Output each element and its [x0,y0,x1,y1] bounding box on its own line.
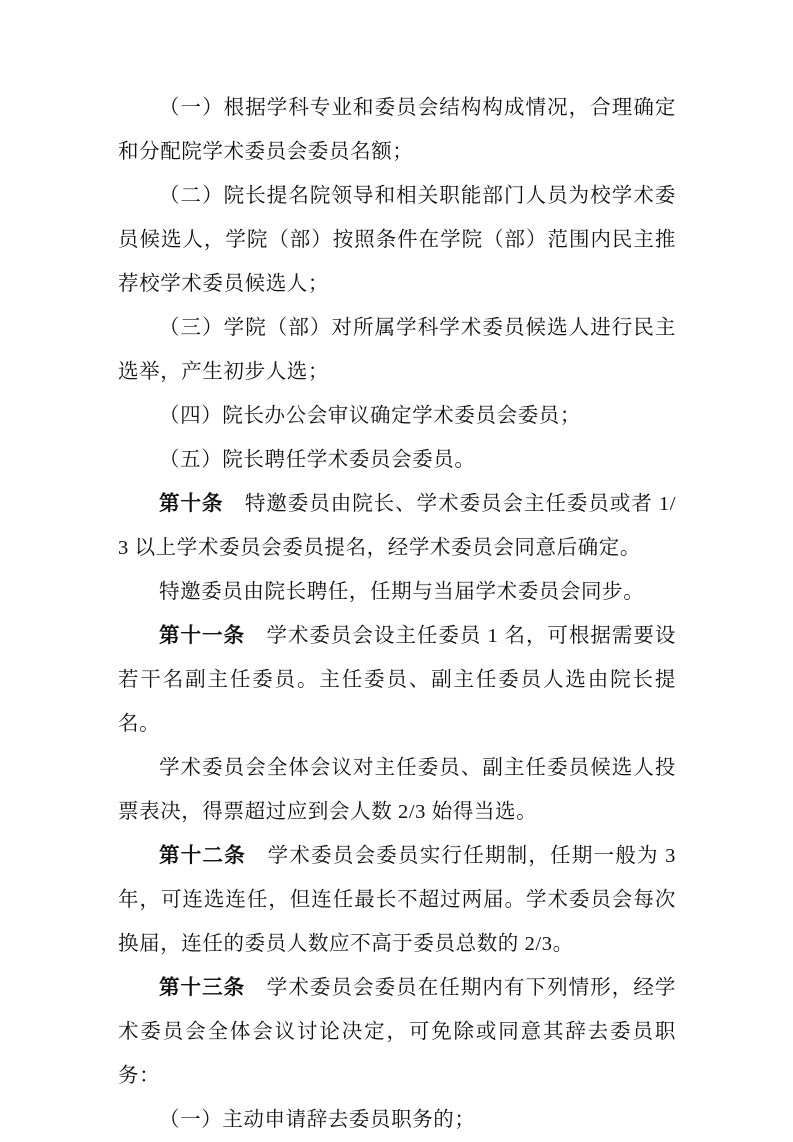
paragraph-text: （一）主动申请辞去委员职务的； [159,1109,476,1131]
paragraph-text: 特邀委员由院长聘任，任期与当届学术委员会同步。 [159,581,645,603]
paragraph-article-10 [118,482,676,570]
paragraph-article-12 [118,834,676,966]
article-label: 第十三条 [159,977,246,999]
paragraph-item-13-1 [118,1098,676,1142]
paragraph-text: 学术委员会委员实行任期制，任期一般为 3 年，可连选连任，但连任最长不超过两届。学术委员会每次换届，连任的委员人数应不高于委员总数的 2/3。 [118,845,676,955]
article-label: 第十二条 [159,845,246,867]
paragraph-text: （二）院长提名院领导和相关职能部门人员为校学术委员候选人，学院（部）按照条件在学院（部）范围内民主推荐校学术委员候选人； [118,185,676,295]
paragraph-article-13 [118,966,676,1098]
article-label: 第十条 [159,493,224,515]
paragraph-item-3 [118,306,676,394]
paragraph-text: （三）学院（部）对所属学科学术委员候选人进行民主选举，产生初步人选； [118,317,676,383]
paragraph-item-5 [118,438,676,482]
paragraph-text: 学术委员会全体会议对主任委员、副主任委员候选人投票表决，得票超过应到会人数 2/3 始得当选。 [118,757,676,823]
paragraph-text: （五）院长聘任学术委员会委员。 [159,449,476,471]
document-body [118,86,676,1142]
paragraph-text: 学术委员会委员在任期内有下列情形，经学术委员会全体会议讨论决定，可免除或同意其辞去委员职务： [118,977,676,1087]
paragraph-text: （一）根据学科专业和委员会结构构成情况，合理确定和分配院学术委员会委员名额； [118,97,676,163]
paragraph-item-1 [118,86,676,174]
paragraph-text: 特邀委员由院长、学术委员会主任委员或者 1/3 以上学术委员会委员提名，经学术委员会同意后确定。 [118,493,676,559]
paragraph-text: （四）院长办公会审议确定学术委员会委员； [159,405,581,427]
paragraph-article-10-continued [118,570,676,614]
paragraph-item-2 [118,174,676,306]
paragraph-item-4 [118,394,676,438]
paragraph-article-11 [118,614,676,746]
paragraph-text: 学术委员会设主任委员 1 名，可根据需要设若干名副主任委员。主任委员、副主任委员人选由院长提名。 [118,625,676,735]
paragraph-article-11-continued [118,746,676,834]
article-label: 第十一条 [159,625,245,647]
